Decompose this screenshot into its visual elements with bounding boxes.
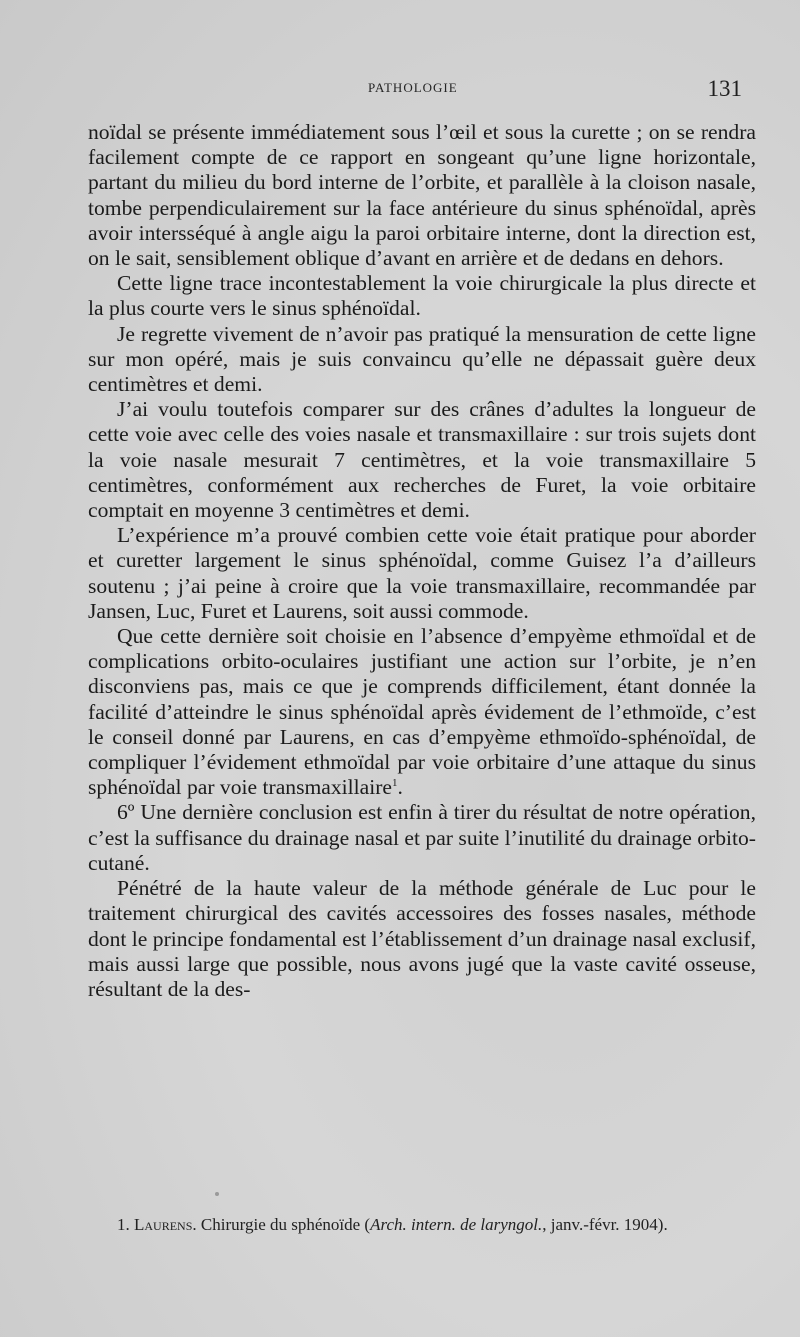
paragraph-continued: noïdal se présente immédiatement sous l’œil et sous la curette ; on se rendra facilement compte de ce rapport en songeant qu’une ligne horizontale, partant du milieu du bord interne de l’orbite, et parallèle à la cloison nasale, tombe perpendiculairement sur la face antérieure du sinus sphénoïdal, après avoir intersséqué à angle aigu la paroi orbitaire interne, dont la direction est, on le sait, sensiblement oblique d’avant en arrière et de dedans en dehors.: [88, 120, 756, 271]
page-number: 131: [707, 76, 742, 101]
running-head: PATHOLOGIE: [368, 80, 458, 95]
paragraph-with-footnote: Que cette dernière soit choisie en l’absence d’empyème ethmoïdal et de complications orbito-oculaires justifiant une action sur l’orbite, je n’en disconviens pas, mais ce que je comprends difficilement, étant donnée la facilité d’atteindre le sinus sphénoïdal après évidement de l’ethmoïde, c’est le conseil donné par Laurens, en cas d’empyème ethmoïdo-sphénoïdal, de compliquer l’évidement ethmoïdal par voie orbitaire d’une attaque du sinus sphénoïdal par voie transmaxillaire$^1$.: [88, 624, 756, 800]
paragraph: Cette ligne trace incontestablement la voie chirurgicale la plus directe et la plus courte vers le sinus sphénoïdal.: [88, 271, 756, 321]
body-text: [88, 120, 756, 1002]
footnote-author: Laurens: [134, 1215, 193, 1234]
paragraph: Je regrette vivement de n’avoir pas pratiqué la mensuration de cette ligne sur mon opéré, mais je suis convaincu qu’elle ne dépassait guère deux centimètres et demi.: [88, 321, 756, 397]
paragraph: 6º Une dernière conclusion est enfin à tirer du résultat de notre opération, c’est la suffisance du drainage nasal et par suite l’inutilité du drainage orbito-cutané.: [88, 800, 756, 875]
footnote-number: 1.: [117, 1215, 130, 1234]
footnote-marker: 1: [392, 777, 398, 790]
paragraph: J’ai voulu toutefois comparer sur des crânes d’adultes la longueur de cette voie avec celle des voies nasale et transmaxillaire : sur trois sujets dont la voie nasale mesurait 7 centimètres, et la voie transmaxillaire 5 centimètres, conformément aux recherches de Furet, la voie orbitaire comptait en moyenne 3 centimètres et demi.: [88, 397, 756, 523]
footnote-date: janv.-févr. 1904: [550, 1215, 658, 1234]
paragraph: L’expérience m’a prouvé combien cette voie était pratique pour aborder et curetter largement le sinus sphénoïdal, comme Guisez l’a d’ailleurs soutenu ; j’ai peine à croire que la voie transmaxillaire, recommandée par Jansen, Luc, Furet et Laurens, soit aussi commode.: [88, 523, 756, 623]
paragraph: Pénétré de la haute valeur de la méthode générale de Luc pour le traitement chirurgical des cavités accessoires des fosses nasales, méthode dont le principe fondamental est l’établissement d’un drainage nasal exclusif, mais aussi large que possible, nous avons jugé que la vaste cavité osseuse, résultant de la des-: [88, 876, 756, 1001]
page-header: [80, 76, 750, 104]
footnote: 1. Laurens. Chirurgie du sphénoïde (Arch. intern. de laryngol., janv.-févr. 1904).: [117, 1215, 668, 1234]
paragraph-text: Que cette dernière soit choisie en l’absence d’empyème ethmoïdal et de complications orbito-oculaires justifiant une action sur l’orbite, je n’en disconviens pas, mais ce que je comprends difficilement, étant donnée la facilité d’atteindre le sinus sphénoïdal après évidement de l’ethmoïde, c’est le conseil donné par Laurens, en cas d’empyème ethmoïdo-sphénoïdal, de compliquer l’évidement ethmoïdal par voie orbitaire d’une attaque du sinus sphénoïdal par voie transmaxillaire: [88, 624, 756, 800]
footnote-journal: Arch. intern. de laryngol.: [370, 1215, 543, 1234]
footnote-title: Chirurgie du sphénoïde: [200, 1215, 361, 1234]
footnote-separator: [215, 1192, 219, 1196]
